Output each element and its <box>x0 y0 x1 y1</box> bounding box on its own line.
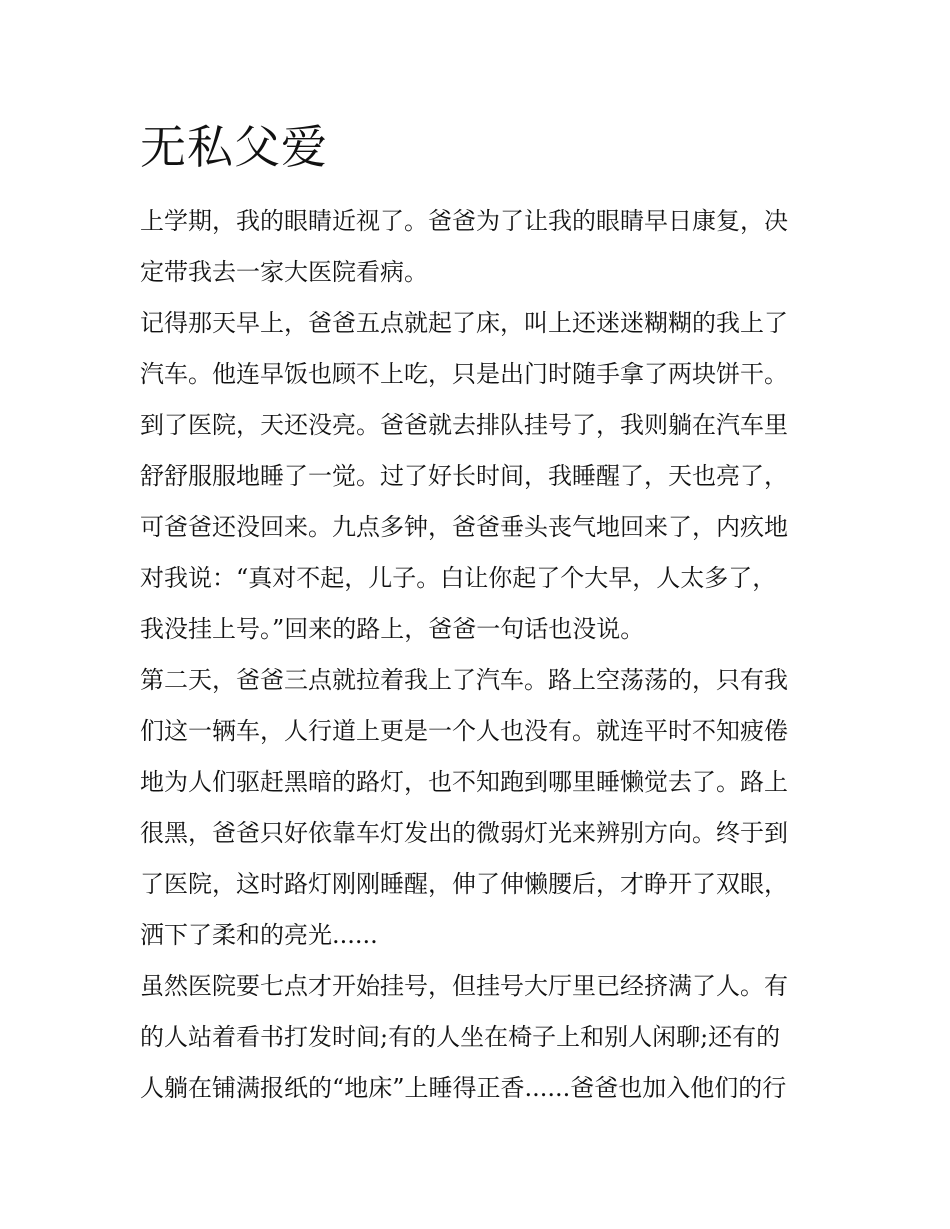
text-line: 记得那天早上，爸爸五点就起了床，叫上还迷迷糊糊的我上了 <box>140 309 788 337</box>
text-line: 上学期，我的眼睛近视了。爸爸为了让我的眼睛早日康复，决 <box>140 207 788 235</box>
text-line: 汽车。他连早饭也顾不上吃，只是出门时随手拿了两块饼干。 <box>140 360 788 388</box>
text-line: 虽然医院要七点才开始挂号，但挂号大厅里已经挤满了人。有 <box>140 972 788 1000</box>
text-line: 舒舒服服地睡了一觉。过了好长时间，我睡醒了，天也亮了， <box>140 462 788 490</box>
text-line: 地为人们驱赶黑暗的路灯，也不知跑到哪里睡懒觉去了。路上 <box>140 768 788 796</box>
document-title: 无私父爱 <box>140 120 328 174</box>
text-line: 很黑，爸爸只好依靠车灯发出的微弱灯光来辨别方向。终于到 <box>140 819 788 847</box>
text-line: 第二天，爸爸三点就拉着我上了汽车。路上空荡荡的，只有我 <box>140 666 788 694</box>
text-line: 人躺在铺满报纸的“地床”上睡得正香......爸爸也加入他们的行 <box>140 1074 787 1102</box>
text-line: 了医院，这时路灯刚刚睡醒，伸了伸懒腰后，才睁开了双眼， <box>140 870 788 898</box>
text-line: 洒下了柔和的亮光...... <box>140 921 378 949</box>
text-line: 我没挂上号。”回来的路上，爸爸一句话也没说。 <box>140 615 645 643</box>
text-line: 到了医院，天还没亮。爸爸就去排队挂号了，我则躺在汽车里 <box>140 411 788 439</box>
text-line: 的人站着看书打发时间;有的人坐在椅子上和别人闲聊;还有的 <box>140 1023 781 1051</box>
text-line: 可爸爸还没回来。九点多钟，爸爸垂头丧气地回来了，内疚地 <box>140 513 788 541</box>
text-line: 们这一辆车，人行道上更是一个人也没有。就连平时不知疲倦 <box>140 717 788 745</box>
text-line: 定带我去一家大医院看病。 <box>140 258 428 286</box>
text-line: 对我说：“真对不起，儿子。白让你起了个大早，人太多了， <box>140 564 777 592</box>
